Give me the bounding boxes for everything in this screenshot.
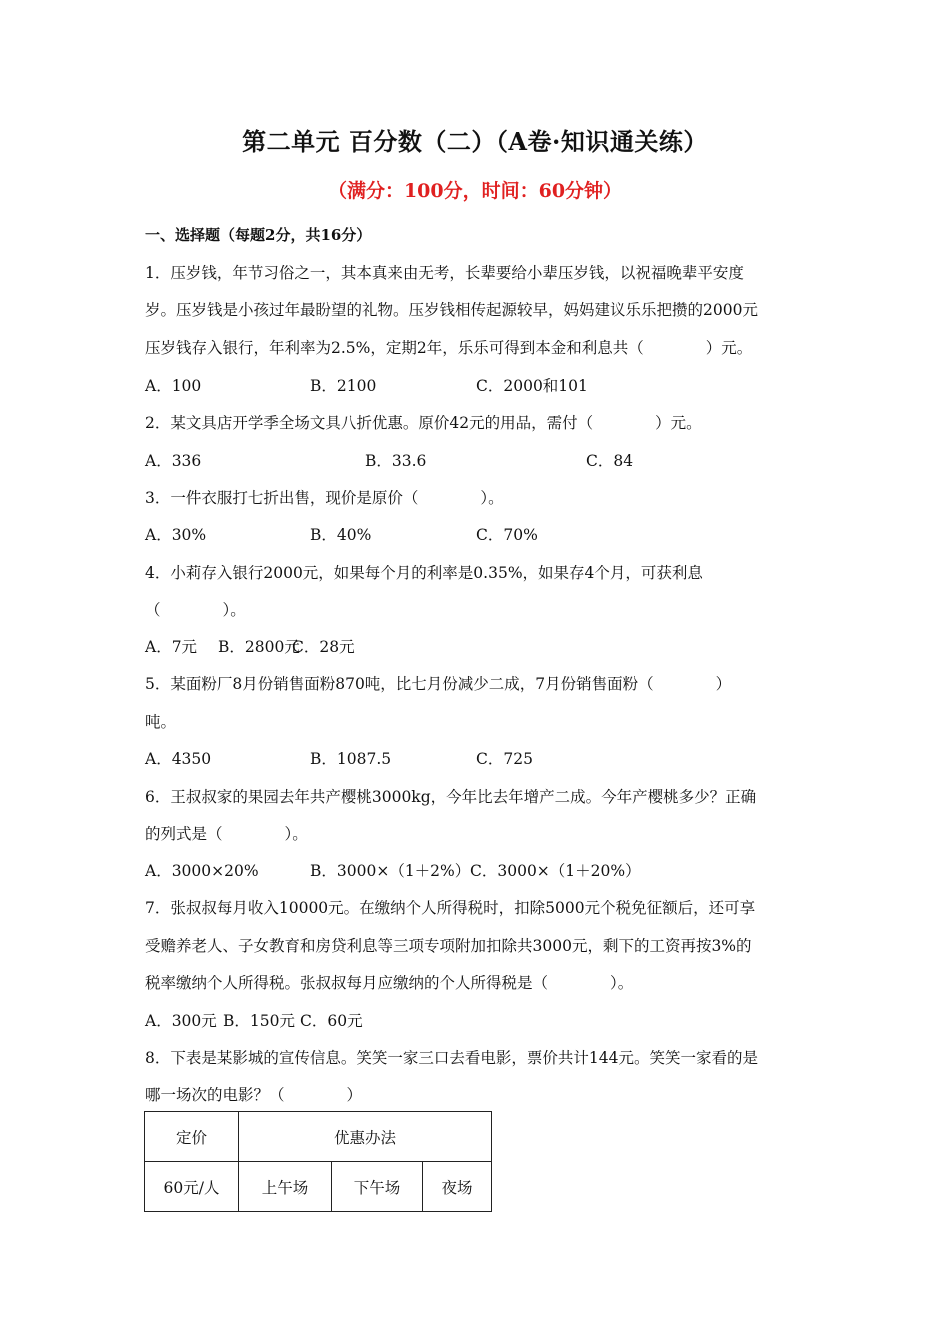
table-row (145, 1112, 492, 1162)
question-7-option-a: A．300元 (145, 1012, 217, 1030)
question-1-option-b: B．2100 (310, 377, 377, 395)
question-3-option-b: B．40% (310, 526, 372, 544)
table-cell-night: 夜场 (423, 1162, 492, 1212)
question-7-line-1: 7．张叔叔每月收入10000元。在缴纳个人所得税时，扣除5000元个税免征额后，还可享 (145, 899, 756, 917)
question-1-line-2: 岁。压岁钱是小孩过年最盼望的礼物。压岁钱相传起源较早，妈妈建议乐乐把攒的2000元 (145, 301, 758, 319)
question-3-option-c: C．70% (476, 526, 538, 544)
question-4-line-2: （ ）。 (145, 601, 246, 619)
question-1-line-3: 压岁钱存入银行，年利率为2.5%，定期2年，乐乐可得到本金和利息共（ ）元。 (145, 339, 753, 357)
question-6-option-c: C．3000×（1＋20%） (470, 862, 641, 880)
table-cell-afternoon: 下午场 (332, 1162, 423, 1212)
question-8-line-2: 哪一场次的电影？（ ） (145, 1086, 363, 1104)
question-1-option-a: A．100 (145, 377, 202, 395)
question-8-line-1: 8．下表是某影城的宣传信息。笑笑一家三口去看电影，票价共计144元。笑笑一家看的是 (145, 1049, 758, 1067)
section-heading: 一、选择题（每题2分，共16分） (145, 226, 372, 244)
question-6-option-b: B．3000×（1＋2%） (310, 862, 471, 880)
question-5-line-1: 5．某面粉厂8月份销售面粉870吨，比七月份减少二成，7月份销售面粉（ ） (145, 675, 732, 693)
question-7-option-c: C．60元 (300, 1012, 363, 1030)
question-2-option-b: B．33.6 (365, 452, 427, 470)
table-cell-price: 60元/人 (145, 1162, 239, 1212)
question-2-option-c: C．84 (586, 452, 634, 470)
question-5-option-b: B．1087.5 (310, 750, 392, 768)
table-cell-morning: 上午场 (239, 1162, 332, 1212)
question-4-option-b: B．2800元 (218, 638, 300, 656)
question-5-option-a: A．4350 (145, 750, 212, 768)
promo-table (144, 1111, 492, 1212)
question-7-line-3: 税率缴纳个人所得税。张叔叔每月应缴纳的个人所得税是（ ）。 (145, 974, 634, 992)
question-4-option-a: A．7元 (145, 638, 198, 656)
table-cell-price-header: 定价 (145, 1112, 239, 1162)
question-1-line-1: 1．压岁钱，年节习俗之一，其本真来由无考，长辈要给小辈压岁钱，以祝福晚辈平安度 (145, 264, 744, 282)
question-4-line-1: 4．小莉存入银行2000元，如果每个月的利率是0.35%，如果存4个月，可获利息 (145, 564, 703, 582)
question-2-option-a: A．336 (145, 452, 202, 470)
question-3-line-1: 3．一件衣服打七折出售，现价是原价（ ）。 (145, 489, 504, 507)
question-2-line-1: 2．某文具店开学季全场文具八折优惠。原价42元的用品，需付（ ）元。 (145, 414, 702, 432)
question-7-line-2: 受赡养老人、子女教育和房贷利息等三项专项附加扣除共3000元，剩下的工资再按3%的 (145, 937, 752, 955)
question-3-option-a: A．30% (145, 526, 207, 544)
question-6-line-2: 的列式是（ ）。 (145, 825, 308, 843)
page-title: 第二单元 百分数（二）（A卷·知识通关练） (242, 127, 708, 156)
question-6-option-a: A．3000×20% (145, 862, 259, 880)
question-5-option-c: C．725 (476, 750, 533, 768)
page-subtitle: （满分：100分，时间：60分钟） (327, 180, 623, 202)
question-6-line-1: 6．王叔叔家的果园去年共产樱桃3000kg，今年比去年增产二成。今年产樱桃多少？正确 (145, 788, 757, 806)
question-4-option-c: C．28元 (292, 638, 355, 656)
table-row (145, 1162, 492, 1212)
table-cell-discount-header: 优惠办法 (239, 1112, 492, 1162)
question-1-option-c: C．2000和101 (476, 377, 588, 395)
question-5-line-2: 吨。 (145, 713, 177, 731)
question-7-option-b: B．150元 (223, 1012, 295, 1030)
